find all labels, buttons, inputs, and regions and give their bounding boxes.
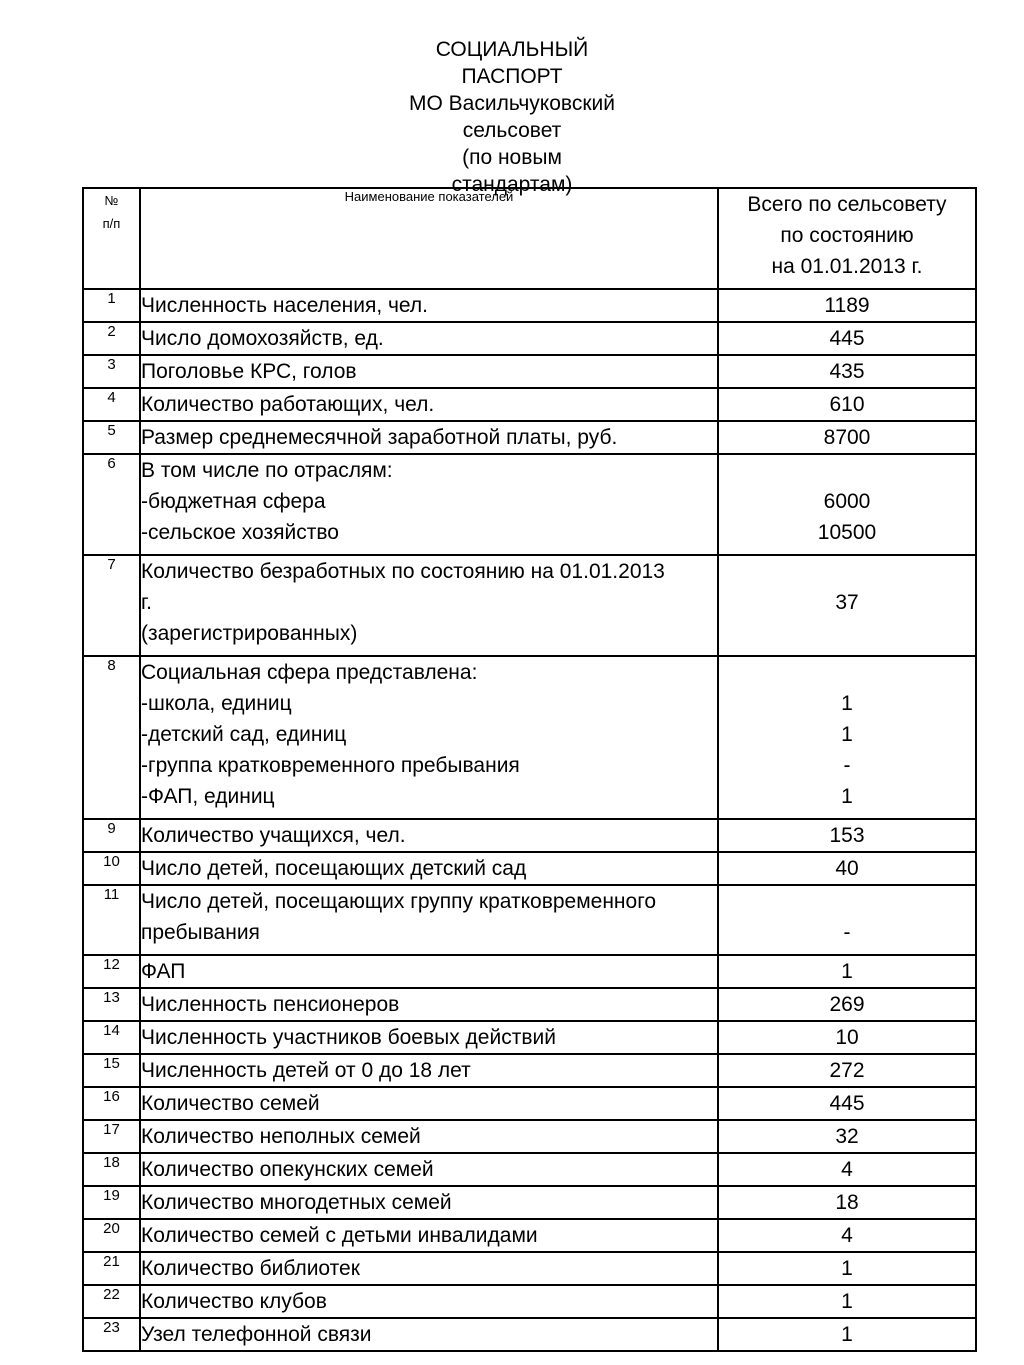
row-indicator-name: Число домохозяйств, ед. [140,322,718,355]
row-value: 445 [718,1087,976,1120]
row-number: 12 [83,955,140,988]
row-value-line [719,618,975,649]
row-value-line: 10500 [817,521,877,544]
row-indicator-line: -сельское хозяйство [141,521,339,544]
table-row [83,421,976,454]
table-row [83,1285,976,1318]
row-value [718,656,976,819]
header-number-symbol: № [104,193,119,208]
row-indicator-line: пребывания [141,921,260,944]
row-value: 272 [718,1054,976,1087]
row-indicator-name: Количество семей с детьми инвалидами [140,1219,718,1252]
table-row [83,1219,976,1252]
row-indicator-name: Численность пенсионеров [140,988,718,1021]
title-line: стандартам) [451,173,573,196]
row-number: 10 [83,852,140,885]
row-number: 22 [83,1285,140,1318]
row-number: 16 [83,1087,140,1120]
row-indicator-name: Количество клубов [140,1285,718,1318]
row-indicator-line: Социальная сфера представлена: [141,661,478,684]
row-value: 445 [718,322,976,355]
row-indicator-line: -ФАП, единиц [141,785,275,808]
title-line: сельсовет [462,119,562,142]
row-value: 269 [718,988,976,1021]
row-number: 20 [83,1219,140,1252]
row-value: 4 [718,1153,976,1186]
row-number: 15 [83,1054,140,1087]
header-row [83,188,976,289]
row-value-line: - [843,754,851,777]
row-number: 9 [83,819,140,852]
row-number: 21 [83,1252,140,1285]
row-value: 435 [718,355,976,388]
row-value: 8700 [718,421,976,454]
row-indicator-name: Численность детей от 0 до 18 лет [140,1054,718,1087]
row-value: 18 [718,1186,976,1219]
row-value: 1 [718,1252,976,1285]
row-number: 19 [83,1186,140,1219]
row-number: 11 [83,885,140,955]
row-indicator-name: Численность участников боевых действий [140,1021,718,1054]
row-value: 32 [718,1120,976,1153]
title-line: ПАСПОРТ [461,65,563,88]
row-indicator-line: В том числе по отраслям: [141,459,393,482]
row-indicator-name: ФАП [140,955,718,988]
row-number: 8 [83,656,140,819]
title-line: (по новым [462,146,562,169]
header-total-line: по состоянию [780,224,914,247]
table-row [83,988,976,1021]
row-indicator-name: Количество многодетных семей [140,1186,718,1219]
row-value-line [719,455,975,486]
table-row [83,1318,976,1351]
row-number: 1 [83,289,140,322]
row-indicator-name: Узел телефонной связи [140,1318,718,1351]
row-value: 4 [718,1219,976,1252]
row-indicator-name: Число детей, посещающих детский сад [140,852,718,885]
table-row [83,955,976,988]
row-indicator-name: Численность населения, чел. [140,289,718,322]
row-number: 2 [83,322,140,355]
row-number: 17 [83,1120,140,1153]
table-row [83,1021,976,1054]
table-row [83,1120,976,1153]
row-value [718,555,976,656]
row-indicator-line: -детский сад, единиц [141,723,347,746]
header-total-line: Всего по сельсовету [747,193,947,216]
table-row [83,852,976,885]
row-number: 5 [83,421,140,454]
table-row [83,1087,976,1120]
row-number: 23 [83,1318,140,1351]
row-value: 610 [718,388,976,421]
row-number: 14 [83,1021,140,1054]
row-indicator-name: Количество учащихся, чел. [140,819,718,852]
row-value-line [719,556,975,587]
row-indicator-line: Количество безработных по состоянию на 01.01.2013 [141,560,665,583]
row-indicator-line: -школа, единиц [141,692,292,715]
row-value-line: 1 [841,785,853,808]
table-row [83,1186,976,1219]
row-value-line: 1 [841,692,853,715]
table-row [83,289,976,322]
header-total [718,188,976,289]
row-value [718,454,976,555]
header-number-abbrev: п/п [102,216,121,231]
row-value-line [719,886,975,917]
row-indicator-name: Количество работающих, чел. [140,388,718,421]
table-row [83,885,976,955]
row-value-line: 37 [835,591,859,614]
table-row [83,1054,976,1087]
row-value: 40 [718,852,976,885]
row-indicator-name: Количество библиотек [140,1252,718,1285]
row-number: 3 [83,355,140,388]
row-value-line: 6000 [823,490,871,513]
row-value-line [719,657,975,688]
row-value [718,885,976,955]
table-row [83,555,976,656]
row-value: 1189 [718,289,976,322]
table-row [83,1153,976,1186]
row-value-line: 1 [841,723,853,746]
title-line: СОЦИАЛЬНЫЙ [435,38,589,61]
row-number: 4 [83,388,140,421]
row-indicator-name [140,885,718,955]
row-number: 18 [83,1153,140,1186]
header-indicator-name: Наименование показателей [140,188,718,289]
row-indicator-name [140,656,718,819]
header-total-line: на 01.01.2013 г. [771,255,923,278]
row-indicator-line: (зарегистрированных) [141,622,358,645]
row-indicator-name: Количество неполных семей [140,1120,718,1153]
row-value: 1 [718,955,976,988]
row-indicator-name: Размер среднемесячной заработной платы, руб. [140,421,718,454]
row-number: 13 [83,988,140,1021]
row-value-line: - [843,921,851,944]
row-number: 6 [83,454,140,555]
row-indicator-name [140,555,718,656]
row-indicator-name: Количество семей [140,1087,718,1120]
table-row [83,388,976,421]
table-row [83,355,976,388]
table-row [83,454,976,555]
table-row [83,1252,976,1285]
row-indicator-name: Поголовье КРС, голов [140,355,718,388]
row-indicator-name: Количество опекунских семей [140,1153,718,1186]
row-value: 1 [718,1318,976,1351]
table-row [83,819,976,852]
row-indicator-line: -группа кратковременного пребывания [141,754,520,777]
row-value: 1 [718,1285,976,1318]
table-row [83,656,976,819]
passport-table [82,187,977,1352]
row-number: 7 [83,555,140,656]
header-number [83,188,140,289]
row-indicator-line: Число детей, посещающих группу кратковременного [141,890,657,913]
row-indicator-name [140,454,718,555]
row-value: 153 [718,819,976,852]
document-title [362,36,662,198]
row-indicator-line: г. [141,591,152,614]
row-indicator-line: -бюджетная сфера [141,490,326,513]
table-row [83,322,976,355]
title-line: МО Васильчуковский [409,92,615,115]
row-value: 10 [718,1021,976,1054]
